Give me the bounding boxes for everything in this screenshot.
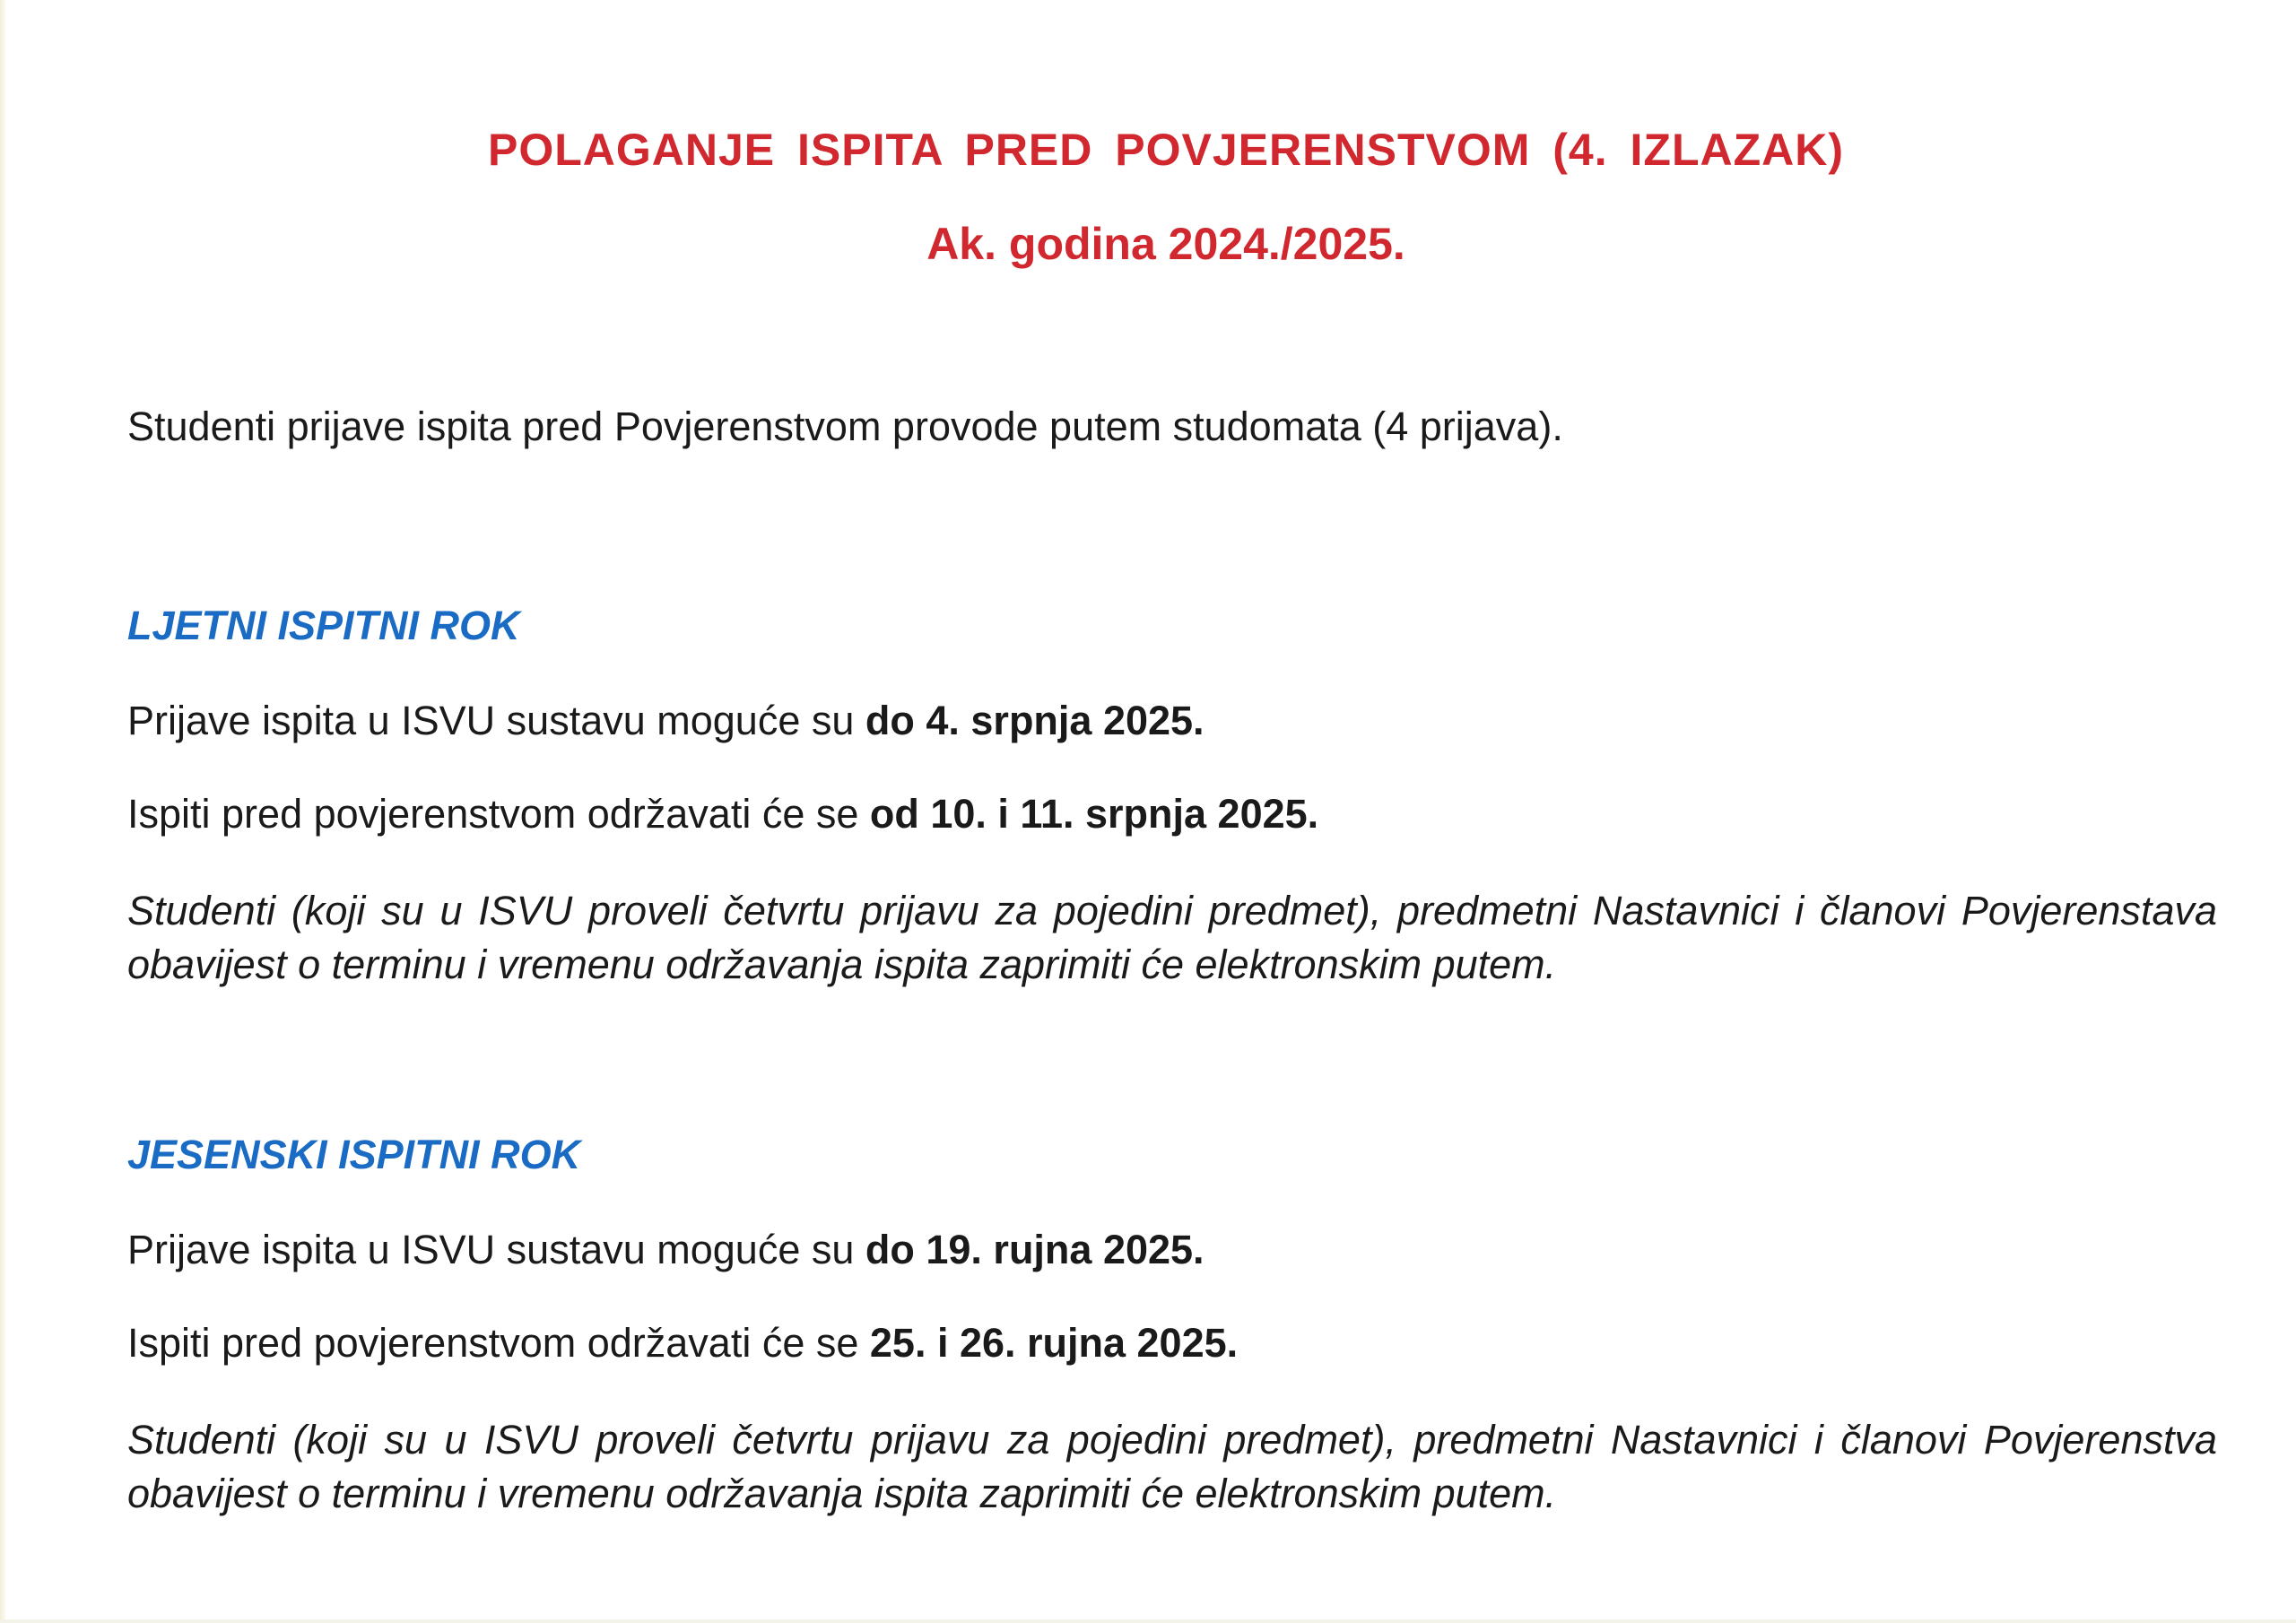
autumn-exam bbox=[127, 1318, 1238, 1367]
summer-registration bbox=[127, 696, 1205, 745]
autumn-exam-text: Ispiti pred povjerenstvom održavati će se bbox=[127, 1320, 870, 1366]
autumn-registration-date: do 19. rujna 2025. bbox=[865, 1227, 1205, 1272]
autumn-exam-date: 25. i 26. rujna 2025. bbox=[869, 1320, 1239, 1366]
document-title: POLAGANJE ISPITA PRED POVJERENSTVOM (4. IZLAZAK) bbox=[487, 125, 1845, 175]
summer-heading: LJETNI ISPITNI ROK bbox=[127, 603, 520, 648]
autumn-registration-text: Prijave ispita u ISVU sustavu moguće su bbox=[127, 1227, 865, 1272]
intro-paragraph: Studenti prijave ispita pred Povjerenstvom provode putem studomata (4 prijava). bbox=[127, 404, 1563, 449]
summer-exam bbox=[127, 789, 1318, 838]
summer-exam-date: od 10. i 11. srpnja 2025. bbox=[869, 791, 1319, 837]
autumn-heading: JESENSKI ISPITNI ROK bbox=[127, 1132, 581, 1177]
scan-bottom-edge bbox=[0, 1619, 2296, 1623]
autumn-registration bbox=[127, 1225, 1205, 1274]
summer-registration-date: do 4. srpnja 2025. bbox=[865, 698, 1205, 743]
summer-registration-text: Prijave ispita u ISVU sustavu moguće su bbox=[127, 698, 865, 743]
autumn-note: Studenti (koji su u ISVU proveli četvrtu prijavu za pojedini predmet), predmetni Nastavnici i članovi Povjerenstva obavijest o terminu i vremenu održavanja ispita zaprimiti će elektronskim putem. bbox=[127, 1417, 2217, 1516]
summer-note: Studenti (koji su u ISVU proveli četvrtu prijavu za pojedini predmet), predmetni Nastavnici i članovi Povjerenstava obavijest o terminu i vremenu održavanja ispita zaprimiti će elektronskim putem. bbox=[127, 888, 2217, 987]
document-subtitle: Ak. godina 2024./2025. bbox=[926, 219, 1405, 269]
summer-exam-text: Ispiti pred povjerenstvom održavati će se bbox=[127, 791, 870, 837]
